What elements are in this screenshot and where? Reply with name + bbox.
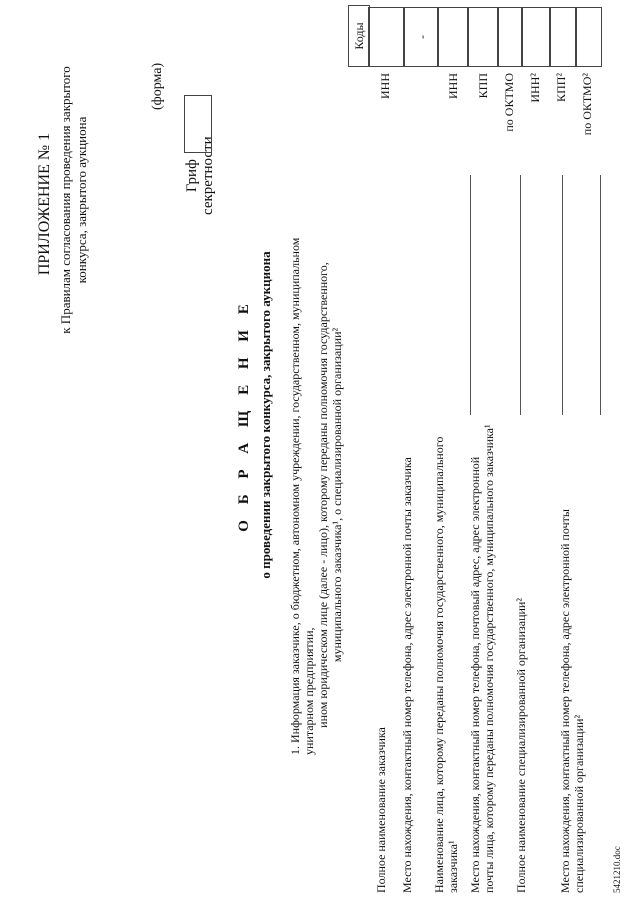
kpp-delegate-label: КПП bbox=[476, 73, 490, 99]
customer-contact-code-cell: - bbox=[404, 7, 438, 67]
appendix-title: ПРИЛОЖЕНИЕ № 1 bbox=[36, 132, 53, 276]
document-file-code: 5421210.doc bbox=[612, 846, 622, 893]
delegate-contact-line[interactable] bbox=[520, 175, 521, 415]
kpp-delegate-cell[interactable] bbox=[468, 7, 498, 67]
form-label: (форма) bbox=[150, 62, 165, 110]
secrecy-stamp-box[interactable] bbox=[184, 95, 212, 153]
section1-line2: ином юридическом лице (далее - лицо), которому переданы полномочия государственного, bbox=[316, 262, 330, 728]
inn-specialized-cell[interactable] bbox=[522, 7, 550, 67]
codes-column-header: Коды bbox=[348, 5, 370, 67]
field-customer-name: Полное наименование заказчика bbox=[374, 727, 388, 893]
section1-line1: 1. Информация заказчике, о бюджетном, автономном учреждении, государственном, муниципальном унитарном предприятии, bbox=[288, 237, 316, 755]
specialized-name-line[interactable] bbox=[562, 175, 563, 415]
appendix-subtitle: к Правилам согласования проведения закрытого конкурса, закрытого аукциона bbox=[58, 66, 89, 334]
section1-line3: муниципального заказчика¹, о специализированной организации² bbox=[330, 327, 344, 663]
field-delegate-contact: Место нахождения, контактный номер телефона, почтовый адрес, адрес электронной почты лица, которому переданы полномочия государственного, муниципального заказчика¹ bbox=[468, 424, 496, 893]
delegate-name-line[interactable] bbox=[470, 175, 471, 415]
field-specialized-name: Полное наименование специализированной организации² bbox=[514, 598, 528, 893]
inn-customer-cell[interactable] bbox=[368, 7, 404, 67]
inn-customer-label: ИНН bbox=[378, 73, 392, 99]
section1-intro bbox=[288, 235, 344, 755]
oktmo-specialized-cell[interactable] bbox=[576, 7, 602, 67]
document-heading: О Б Р А Щ Е Н И Е bbox=[236, 298, 252, 532]
inn-delegate-label: ИНН bbox=[446, 73, 460, 99]
field-customer-contact: Место нахождения, контактный номер телефона, адрес электронной почты заказчика bbox=[400, 457, 414, 893]
field-specialized-contact: Место нахождения, контактный номер телефона, адрес электронной почты специализированной организации² bbox=[558, 509, 586, 893]
oktmo-specialized-label: по ОКТМО² bbox=[580, 73, 594, 136]
kpp-specialized-label: КПП² bbox=[554, 73, 568, 102]
inn-specialized-label: ИНН² bbox=[528, 73, 542, 103]
oktmo-delegate-label: по ОКТМО bbox=[502, 73, 516, 132]
specialized-contact-line[interactable] bbox=[600, 175, 601, 415]
document-subheading: о проведении закрытого конкурса, закрытого аукциона bbox=[258, 251, 273, 579]
field-delegate-name: Наименование лица, которому переданы полномочия государственного, муниципального заказчика¹ bbox=[432, 436, 460, 893]
kpp-specialized-cell[interactable] bbox=[550, 7, 576, 67]
oktmo-delegate-cell[interactable] bbox=[498, 7, 522, 67]
secrecy-label-line2: секретности bbox=[200, 136, 216, 215]
secrecy-label-line1: Гриф bbox=[184, 159, 200, 193]
inn-delegate-cell[interactable] bbox=[438, 7, 468, 67]
